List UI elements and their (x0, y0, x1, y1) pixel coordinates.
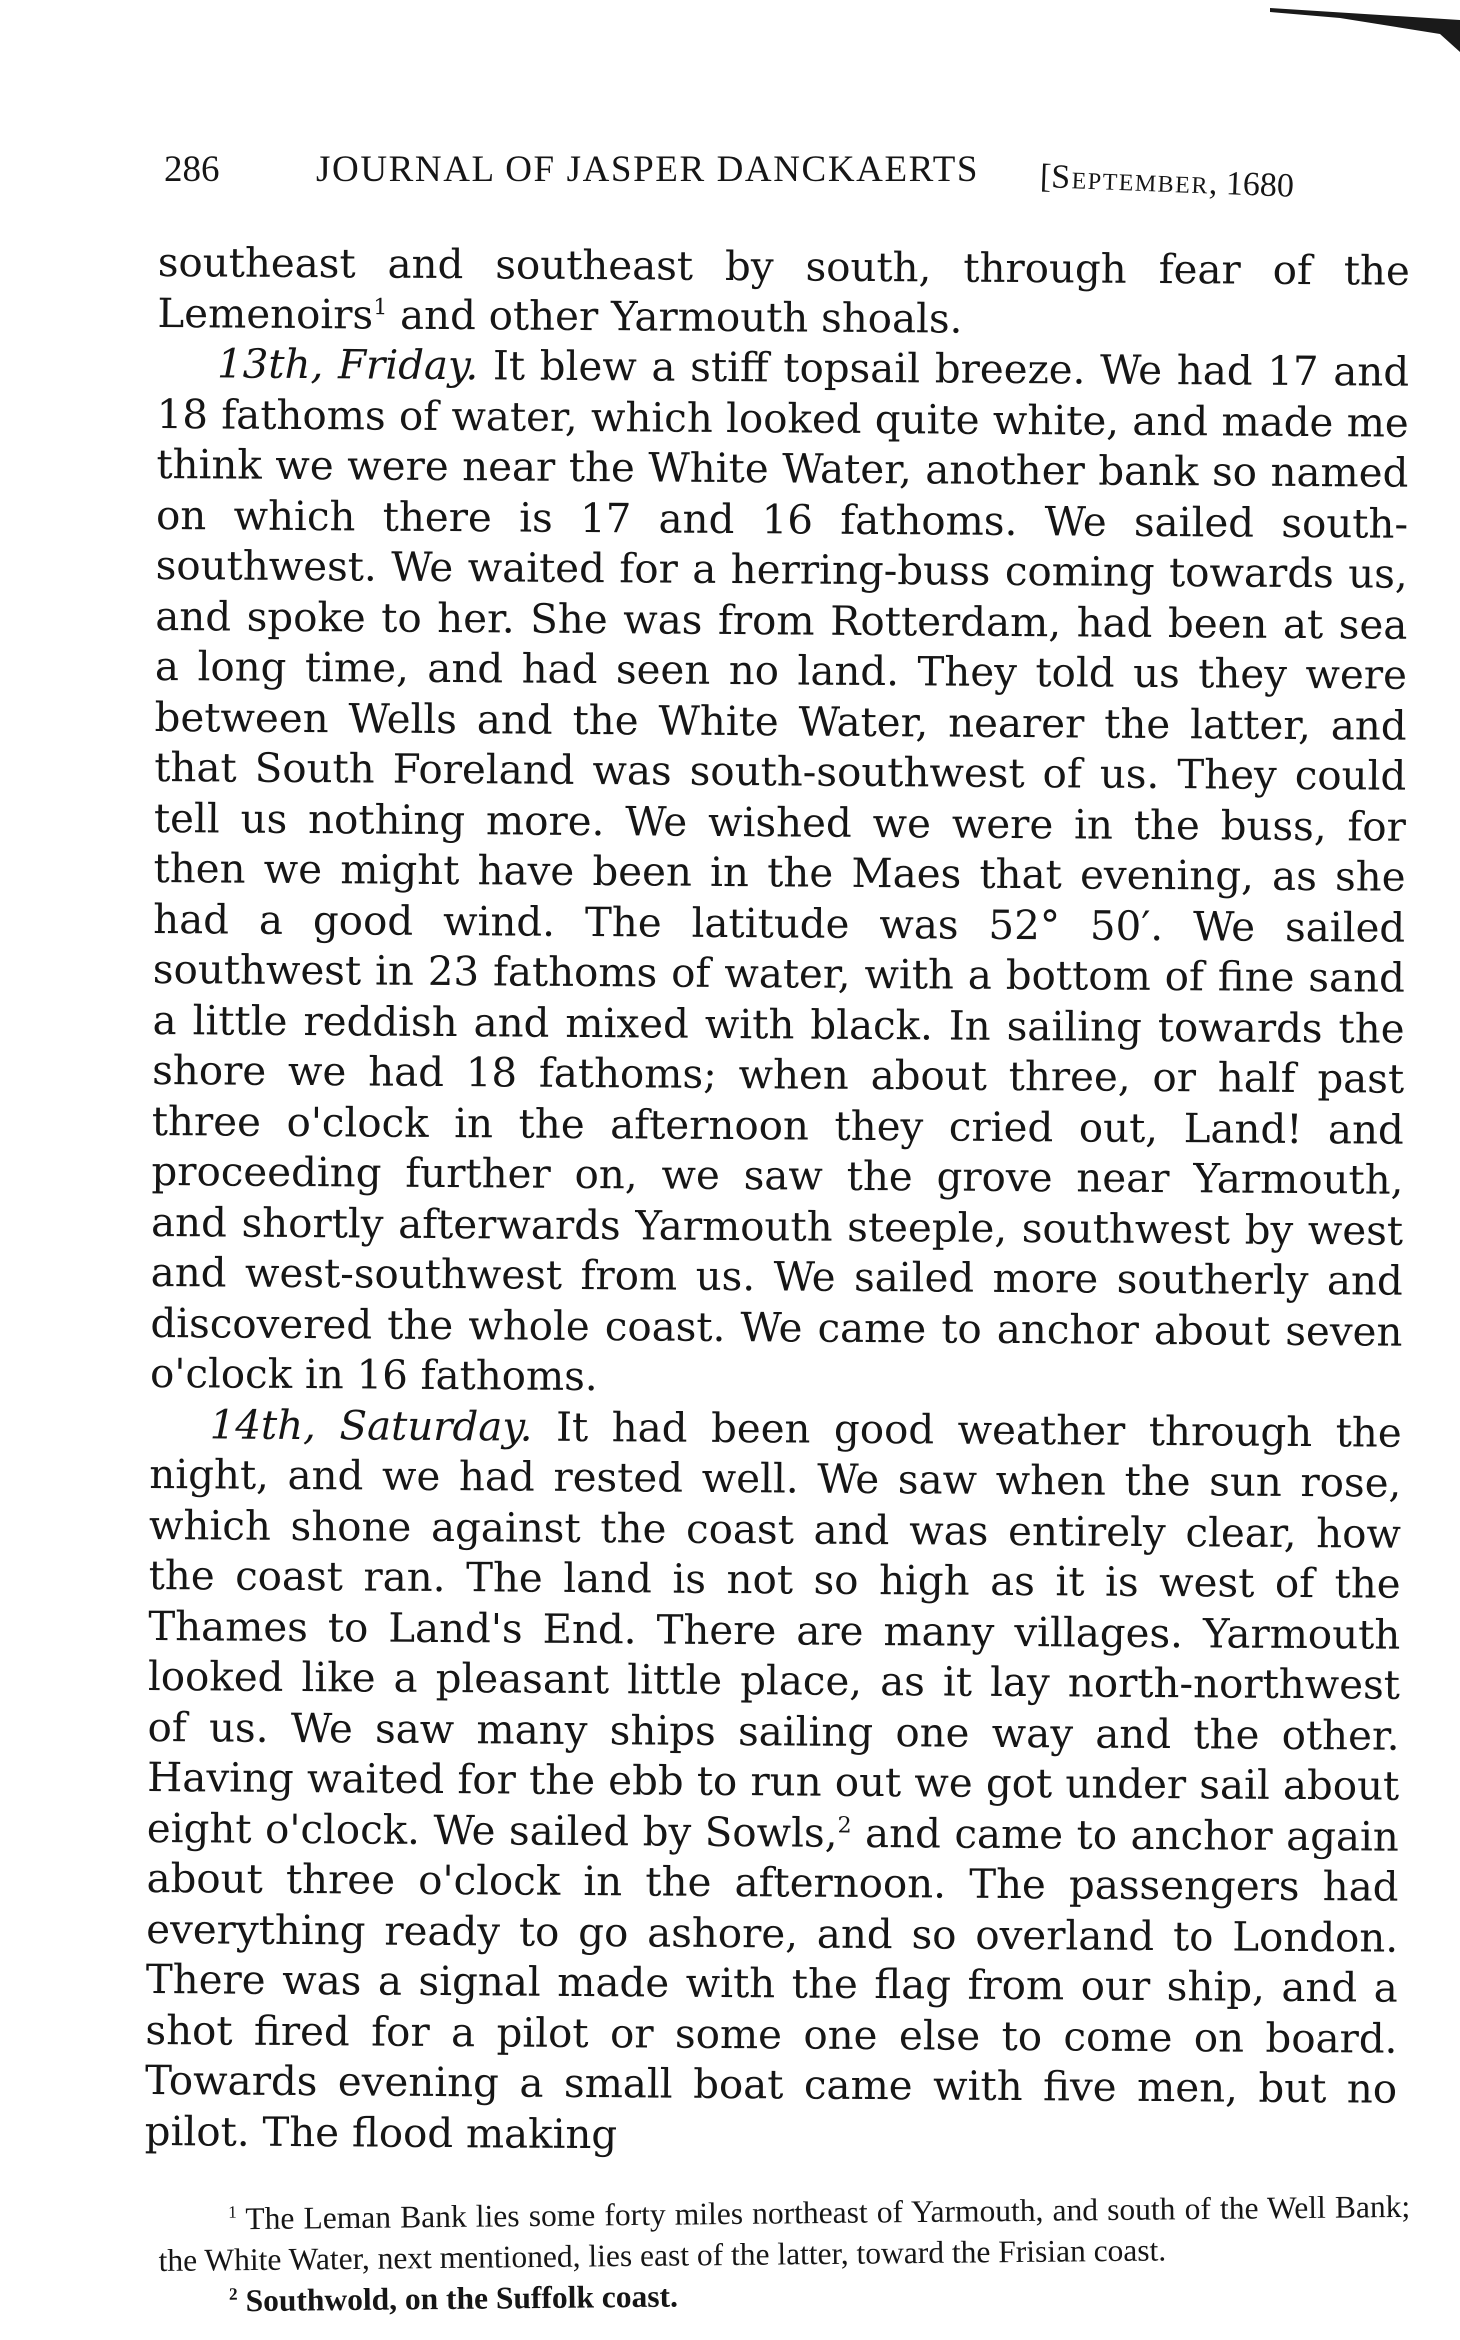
footnote-ref-2: 2 (837, 1811, 852, 1838)
footnote-mark: 2 (228, 2284, 238, 2304)
continuation-text: southeast and southeast by south, through fear of the Lemenoirs (157, 238, 1410, 339)
book-page (144, 140, 1411, 2322)
journal-body (145, 238, 1410, 2166)
date-bracket: [ (1039, 158, 1053, 196)
footnote-ref-1: 1 (373, 293, 388, 320)
entry-date: 13th, Friday. (216, 340, 479, 390)
entry-text: It blew a stiff topsail breeze. We had 17 and 18 fathoms of water, which looked quite white, and made me think we were near the White Water, another bank so named on which there is 17 and 16 fathoms. We sailed south-southwest. We waited for a herring-buss coming towards us, and spoke to her. She was from Rotterdam, had been at sea a long time, and had seen no land. They told us they were between Wells and the White Water, nearer the latter, and that South Foreland was south-southwest of us. They could tell us nothing more. We wished we were in the buss, for then we might have been in the Maes that evening, as she had a good wind. The latitude was 52° 50′. We sailed southwest in 23 fathoms of water, with a bottom of fine sand a little reddish and mixed with black. In sailing towards the shore we had 18 fathoms; when about three, or half past three o'clock in the afternoon they cried out, Land! and proceeding further on, we saw the grove near Yarmouth, and shortly afterwards Yarmouth steeple, southwest by west and west-southwest from us. We sailed more southerly and discovered the whole coast. We came to anchor about seven o'clock in 16 fathoms. (149, 342, 1410, 1401)
footnote-text: The Leman Bank lies some forty miles northeast of Yarmouth, and south of the Well Bank; the White Water, next mentioned, lies east of the latter, toward the Frisian coast. (158, 2188, 1411, 2278)
page-number: 286 (164, 149, 220, 190)
journal-entry-13th (150, 339, 1409, 1408)
continuation-rest: and other Yarmouth shoals. (387, 291, 963, 343)
continuation-paragraph (157, 238, 1410, 348)
footnote-1 (158, 2186, 1411, 2281)
footnotes (158, 2186, 1411, 2322)
footnote-mark: 1 (228, 2202, 237, 2222)
scan-edge-mark (1140, 0, 1460, 60)
running-title: JOURNAL OF JASPER DANCKAERTS (316, 149, 980, 190)
journal-entry-14th (145, 1399, 1402, 2165)
date-month: September (1050, 158, 1210, 202)
date-year: , 1680 (1208, 164, 1295, 205)
footnote-text: Southwold, on the Suffolk coast. (237, 2278, 679, 2319)
entry-date: 14th, Saturday. (209, 1400, 533, 1451)
running-header (158, 140, 1410, 212)
running-date (1039, 158, 1294, 206)
entry-text-continued: and came to anchor again about three o'clock in the afternoon. The passengers had everything ready to go ashore, and so overland to London. There was a signal made with the flag from our ship, and a shot fired for a pilot or some one else to come on board. Towards evening a small boat came with five men, but no pilot. The flood making (144, 1809, 1400, 2158)
entry-text: It had been good weather through the night, and we had rested well. We saw when the sun rose, which shone against the coast and was entirely clear, how the coast ran. The land is not so high as it is west of the Thames to Land's End. There are many villages. Yarmouth looked like a pleasant little place, as it lay north-northwest of us. We saw many ships sailing one way and the other. Having waited for the ebb to run out we got under sail about eight o'clock. We sailed by Sowls, (146, 1403, 1402, 1857)
